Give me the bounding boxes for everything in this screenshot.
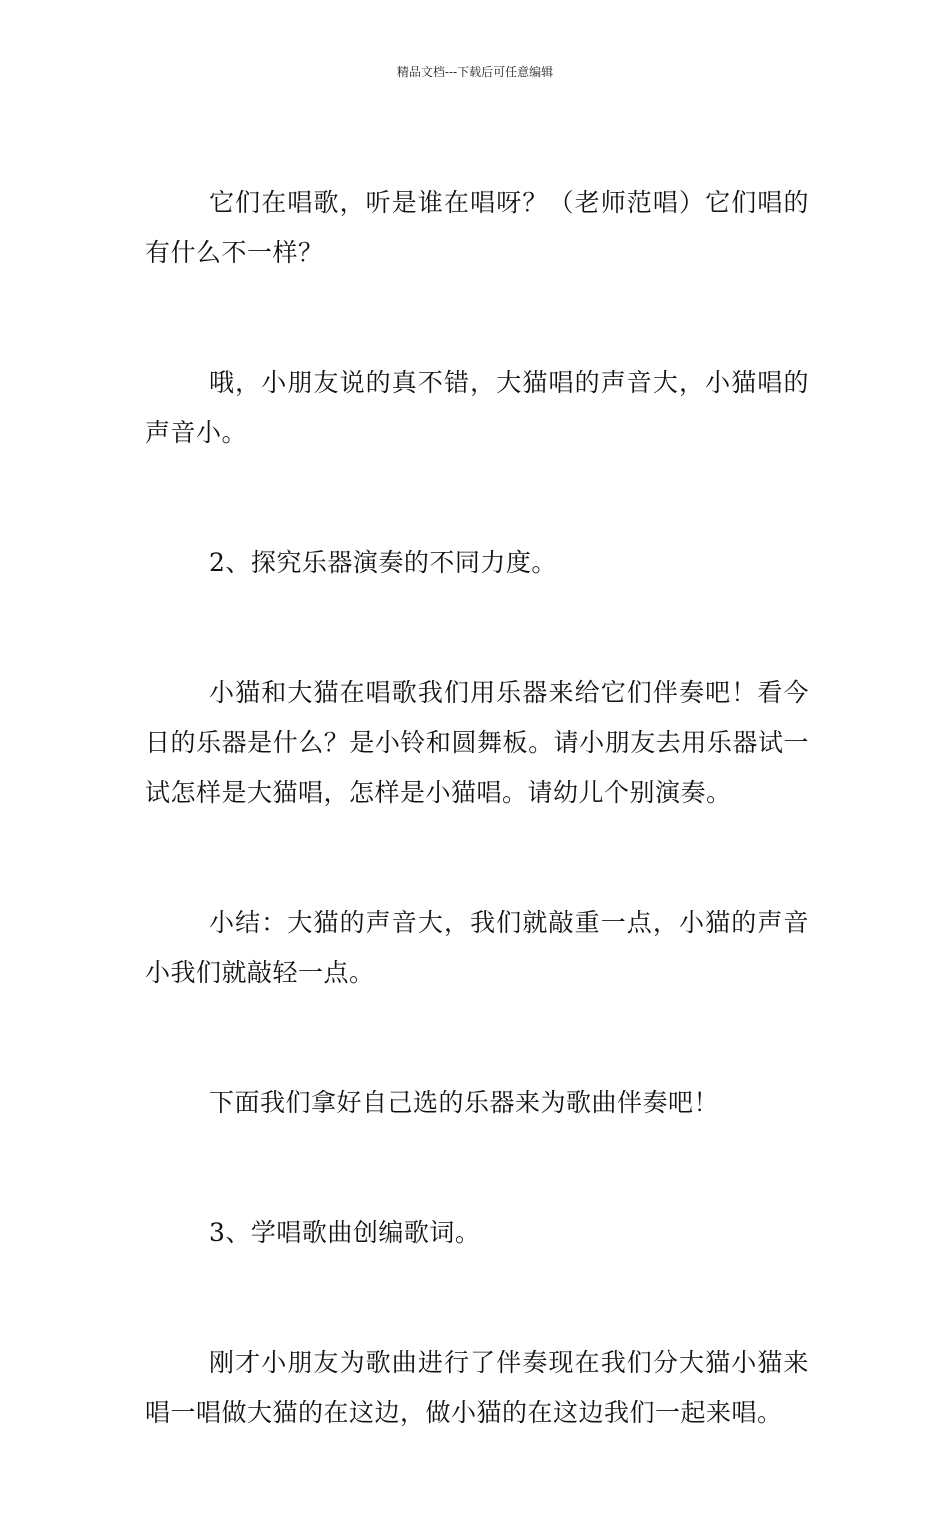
paragraph-2: 哦，小朋友说的真不错，大猫唱的声音大，小猫唱的声音小。	[145, 368, 809, 447]
section-heading-2: 2、探究乐器演奏的不同力度。	[209, 548, 557, 577]
paragraph-3: 小猫和大猫在唱歌我们用乐器来给它们伴奏吧！看今日的乐器是什么？是小铃和圆舞板。请小朋友去用乐器试一试怎样是大猫唱，怎样是小猫唱。请幼儿个别演奏。	[145, 678, 809, 807]
document-body	[145, 178, 809, 1518]
section-heading-3: 3、学唱歌曲创编歌词。	[209, 1218, 481, 1247]
page-header: 精品文档---下载后可任意编辑	[396, 65, 554, 79]
paragraph-1: 它们在唱歌，听是谁在唱呀？（老师范唱）它们唱的有什么不一样？	[145, 188, 809, 267]
paragraph-5: 刚才小朋友为歌曲进行了伴奏现在我们分大猫小猫来唱一唱做大猫的在这边，做小猫的在这边我们一起来唱。	[145, 1348, 809, 1427]
paragraph-4: 下面我们拿好自己选的乐器来为歌曲伴奏吧！	[209, 1088, 720, 1117]
summary-paragraph: 小结：大猫的声音大，我们就敲重一点，小猫的声音小我们就敲轻一点。	[145, 908, 809, 987]
